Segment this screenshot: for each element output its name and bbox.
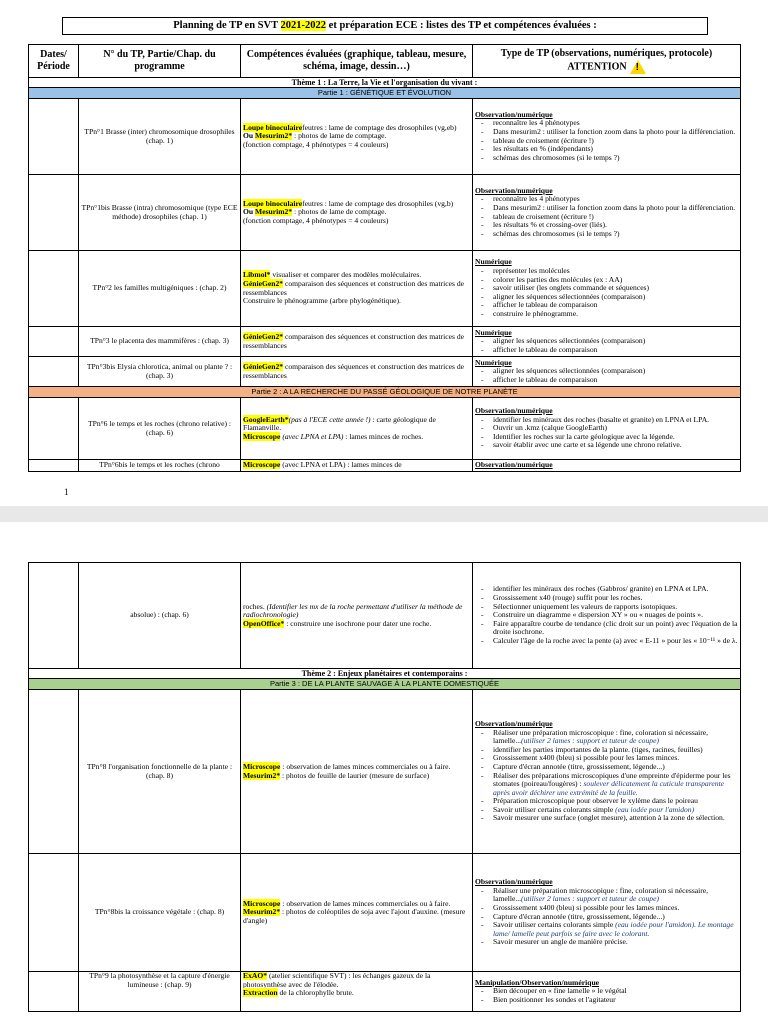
partie-3: Partie 3 : DE LA PLANTE SAUVAGE À LA PLANTE DOMESTIQUÉE: [29, 679, 741, 690]
tp-name: TPn°3 le placenta des mammifères : (chap. 3): [79, 327, 241, 357]
tp-type: Observation/numérique - reconnaître les 4 phénotypes - Dans mesurim2 : utiliser la fonction zoom dans la photo pour la différenciation. - tableau de croisement (écriture !) - les résultats en % (indépendants) - schémas des chromosomes (si le temps ?): [473, 99, 741, 175]
table-row: [29, 251, 741, 327]
tp-type: Manipulation/Observation/numérique - Bien découper en « fine lamelle » le végétal - Bien positionner les sondes et l'agitateur: [473, 972, 741, 1012]
tp-type: Observation/numérique - identifier les minéraux des roches (basalte et granite) en LPNA et LPA. - Ouvrir un .kmz (calque GoogleEarth) - Identifier les roches sur la carte géologique avec la légende. - savoir établir avec une carte et sa légende une chrono relative.: [473, 398, 741, 460]
theme-2: Thème 2 : Enjeux planétaires et contemporains :: [29, 669, 741, 679]
header-competences: Compétences évaluées (graphique, tableau, mesure, schéma, image, dessin…): [241, 45, 473, 78]
header-type: Type de TP (observations, numériques, protocole) ATTENTION !: [473, 45, 741, 78]
tp-type: Observation/numérique - Réaliser une préparation microscopique : fine, coloration si nécessaire, lamelle...(utiliser 2 lames : support et tuteur de coupe) - identifier les parties importantes de la plante. (tiges, racines, feuilles) - Grossissement x400 (bleu) si possible pour les lames minces. - Capture d'écran annotée (titre, grossissement, légende...) - Réaliser des préparations microscopiques d'une empreinte d'épiderme pour les stomates (poireau/fougères) : soulever délicatement la cuticule transparente après avoir déchirer une extrémité de la feuille. - Préparation microscopique pour observer le xylème dans le poireau - Savoir utiliser certains colorants simple (eau iodée pour l'amidon) - Savoir mesurer une surface (onglet mesure), attention à la zone de sélection.: [473, 690, 741, 854]
tp-type: Observation/numérique: [473, 460, 741, 472]
competences: roches. (Identifier les mx de la roche permettant d'utiliser la méthode de radiochronologie) OpenOffice* : construire une isochrone pour dater une roche.: [241, 563, 473, 669]
tp-name: TPn°2 les familles multigéniques : (chap. 2): [79, 251, 241, 327]
theme-1: Thème 1 : La Terre, la Vie et l'organisation du vivant :: [29, 78, 741, 88]
competences: Libmol* visualiser et comparer des modèles moléculaires. GénieGen2* comparaison des séquences et construction des matrices de ressemblances Construire le phénogramme (arbre phylogénétique).: [241, 251, 473, 327]
table-row: [29, 690, 741, 854]
tp-type: Numérique - représenter les molécules - colorer les parties des molécules (ex : AA) - savoir utiliser (les onglets commande et séquences) - aligner les séquences sélectionnées (comparaison) - afficher le tableau de comparaison - construire le phénogramme.: [473, 251, 741, 327]
table-row: [29, 327, 741, 357]
tp-name: absolue) : (chap. 6): [79, 563, 241, 669]
tp-name: TPn°6bis le temps et les roches (chrono: [79, 460, 241, 472]
competences: Microscope : observation de lames minces commerciales ou à faire. Mesurim2* : photos de coléoptiles de soja avec l'ajout d'auxine. (mesure d'angle): [241, 854, 473, 972]
page-1: [0, 0, 768, 506]
page-title: Planning de TP en SVT 2021-2022 et préparation ECE : listes des TP et compétences évaluées :: [62, 17, 708, 35]
competences: Loupe binoculairefeutres : lame de comptage des drosophiles (vg,b) Ou Mesurim2* : photos de lame de comptage. (fonction comptage, 4 phénotypes = 4 couleurs): [241, 175, 473, 251]
planning-table: [28, 44, 741, 472]
table-row: [29, 854, 741, 972]
header-dates: Dates/ Période: [29, 45, 79, 78]
table-row: [29, 460, 741, 472]
tp-name: TPn°8 l'organisation fonctionnelle de la plante : (chap. 8): [79, 690, 241, 854]
table-row: [29, 99, 741, 175]
tp-name: TPn°8bis la croissance végétale : (chap. 8): [79, 854, 241, 972]
competences: GénieGen2* comparaison des séquences et construction des matrices de ressemblances: [241, 327, 473, 357]
planning-table-continued: [28, 562, 741, 1012]
tp-type: Observation/numérique - Réaliser une préparation microscopique : fine, coloration si nécessaire, lamelle...(utiliser 2 lames : support et tuteur de coupe) - Grossissement x400 (bleu) si possible pour les lames minces. - Capture d'écran annotée (titre, grossissement, légende...) - Savoir utiliser certains colorants simple (eau iodée pour l'amidon). Le montage lame/ lamelle peut parfois se faire avec le colorant. - Savoir mesurer un angle de manière précise.: [473, 854, 741, 972]
tp-name: TPn°9 la photosynthèse et la capture d'énergie lumineuse : (chap. 9): [79, 972, 241, 1012]
tp-type: Observation/numérique - reconnaître les 4 phénotypes - Dans mesurim2 : utiliser la fonction zoom dans la photo pour la différenciation. - tableau de croisement (écriture !) - les résultats % et crossing-over (liés). - schémas des chromosomes (si le temps ?): [473, 175, 741, 251]
partie-2: Partie 2 : A LA RECHERCHE DU PASSÉ GÉOLOGIQUE DE NOTRE PLANÈTE: [29, 387, 741, 398]
table-row: [29, 563, 741, 669]
header-tp: N° du TP, Partie/Chap. du programme: [79, 45, 241, 78]
header-row: [29, 45, 741, 78]
competences: ExAO* (atelier scientifique SVT) : les échanges gazeux de la photosynthèse avec de l'élodée. Extraction de la chlorophylle brute.: [241, 972, 473, 1012]
tp-name: TPn°1bis Brasse (intra) chromosomique (type ECE méthode) drosophiles (chap. 1): [79, 175, 241, 251]
tp-type: - identifier les minéraux des roches (Gabbros/ granite) en LPNA et LPA. - Grossissement x40 (rouge) suffit pour les roches. - Sélectionner uniquement les valeurs de rapports isotopiques. - Construire un diagramme « dispersion XY » ou « nuages de points ». - Faire apparaître courbe de tendance (clic droit sur un point) avec l'équation de la droite isochrone. - Calculer l'âge de la roche avec la pente (a) avec « E-11 » pour les « 10⁻¹¹ » de λ.: [473, 563, 741, 669]
table-row: [29, 357, 741, 387]
table-row: [29, 398, 741, 460]
warning-icon: !: [630, 60, 646, 74]
competences: GoogleEarth*(pas à l'ECE cette année !) : carte géologique de Flamanville. Microscope (avec LPNA et LPA) : lames minces de roches.: [241, 398, 473, 460]
page-number: 1: [64, 487, 69, 497]
competences: GénieGen2* comparaison des séquences et construction des matrices de ressemblances: [241, 357, 473, 387]
competences: Microscope : observation de lames minces commerciales ou à faire. Mesurim2* : photos de feuille de laurier (mesure de surface): [241, 690, 473, 854]
table-row: [29, 972, 741, 1012]
tp-type: Numérique - aligner les séquences sélectionnées (comparaison) - afficher le tableau de comparaison: [473, 357, 741, 387]
competences: Microscope (avec LPNA et LPA) : lames minces de: [241, 460, 473, 472]
tp-name: TPn°3bis Elysia chlorotica, animal ou plante ? : (chap. 3): [79, 357, 241, 387]
partie-1: Partie 1 : GÉNÉTIQUE ET ÉVOLUTION: [29, 88, 741, 99]
competences: Loupe binoculairefeutres : lame de comptage des drosophiles (vg,eb) Ou Mesurim2* : photos de lame de comptage. (fonction comptage, 4 phénotypes = 4 couleurs): [241, 99, 473, 175]
page-2: [0, 522, 768, 1024]
tp-name: TPn°6 le temps et les roches (chrono relative) : (chap. 6): [79, 398, 241, 460]
tp-type: Numérique - aligner les séquences sélectionnées (comparaison) - afficher le tableau de comparaison: [473, 327, 741, 357]
tp-name: TPn°1 Brasse (inter) chromosomique drosophiles (chap. 1): [79, 99, 241, 175]
table-row: [29, 175, 741, 251]
